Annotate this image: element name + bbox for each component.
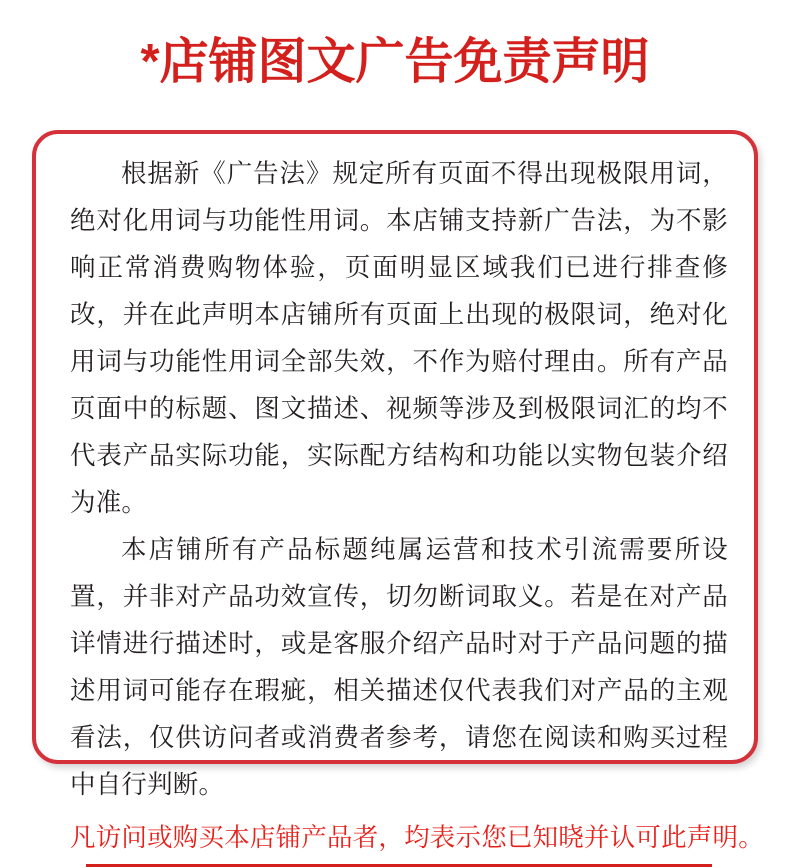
closing-statement: 凡访问或购买本店铺产品者，均表示您已知晓并认可此声明。 <box>70 824 764 852</box>
disclaimer-paragraph-2: 本店铺所有产品标题纯属运营和技术引流需要所设置，并非对产品功效宣传，切勿断词取义。若是在对产品详情进行描述时，或是客服介绍产品时对于产品问题的描述用词可能存在瑕疵，相关描述仅代表我们对产品的主观看法，仅供访问者或消费者参考，请您在阅读和购买过程中自行判断。 <box>70 536 728 799</box>
disclaimer-content <box>70 151 764 867</box>
disclaimer-box <box>32 130 764 852</box>
page-title: *店铺图文广告免责声明 <box>140 35 650 89</box>
closing-statement-block <box>70 818 764 867</box>
disclaimer-paragraph-1: 根据新《广告法》规定所有页面不得出现极限用词，绝对化用词与功能性用词。本店铺支持新广告法，为不影响正常消费购物体验，页面明显区域我们已进行排查修改，并在此声明本店铺所有页面上出现的极限词，绝对化用词与功能性用词全部失效，不作为赔付理由。所有产品页面中的标题、图文描述、视频等涉及到极限词汇的均不代表产品实际功能，实际配方结构和功能以实物包装介绍为准。 <box>70 160 728 517</box>
